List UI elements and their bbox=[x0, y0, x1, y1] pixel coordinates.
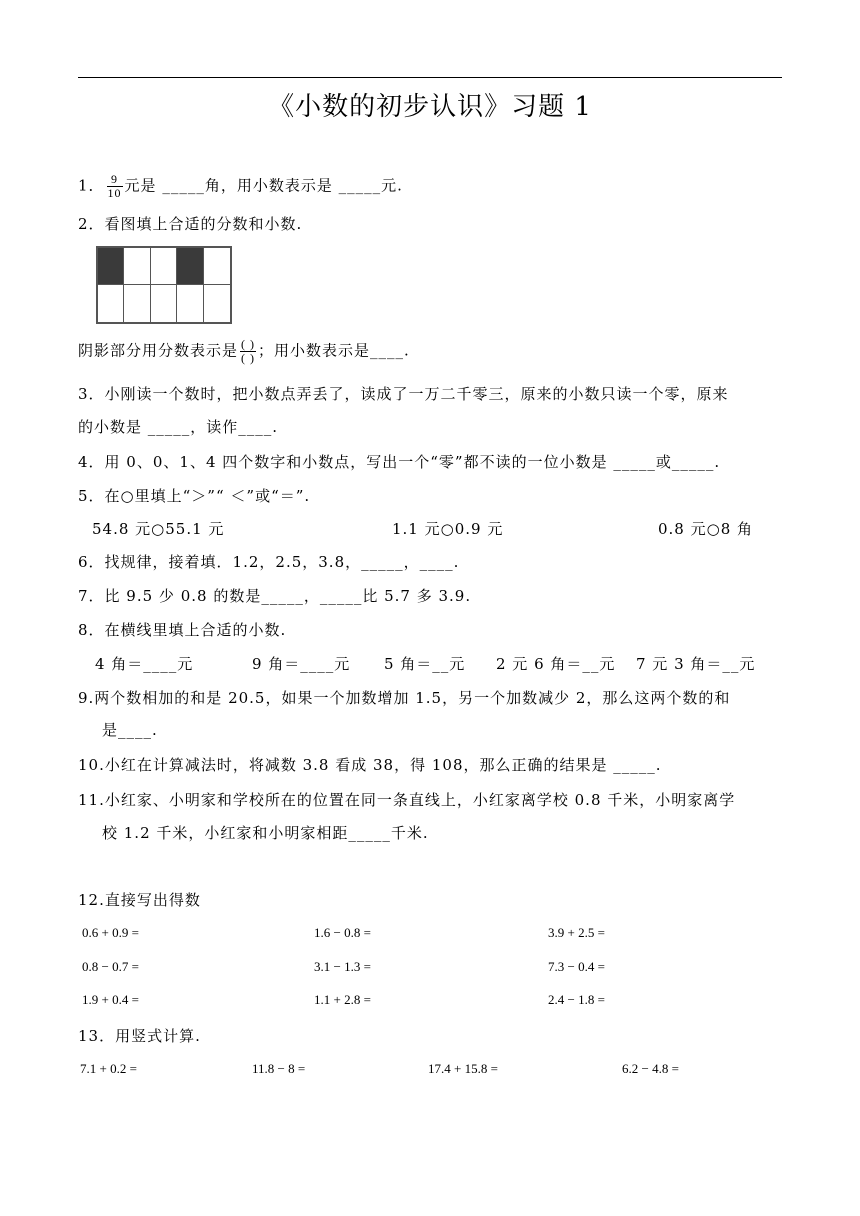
mental-calc-item: 3.1 − 1.3 = bbox=[314, 959, 371, 974]
fraction-numerator: 9 bbox=[107, 173, 123, 187]
question-8-prompt: 8．在横线里填上合适的小数. bbox=[78, 621, 287, 639]
page-title: 《小数的初步认识》习题 1 bbox=[268, 92, 592, 122]
question-9-line-2: 是____. bbox=[102, 721, 158, 739]
question-12-prompt: 12.直接写出得数 bbox=[78, 891, 201, 909]
question-2-answer bbox=[78, 338, 410, 365]
mental-calc-item: 1.9 + 0.4 = bbox=[82, 992, 139, 1007]
compare-item-2: 1.1 元○0.9 元 bbox=[392, 520, 504, 538]
question-3-line-1: 3．小刚读一个数时，把小数点弄丢了，读成了一万二千零三，原来的小数只读一个零，原来 bbox=[78, 385, 729, 403]
grid-cell bbox=[204, 285, 230, 322]
conversion-item-4: 2 元 6 角＝__元 bbox=[496, 655, 616, 673]
question-13-prompt: 13．用竖式计算. bbox=[78, 1027, 201, 1045]
question-5-prompt: 5．在○里填上“＞”“ ＜”或“＝”. bbox=[78, 487, 311, 505]
vertical-calc-item: 6.2 − 4.8 = bbox=[622, 1061, 679, 1076]
blank-denominator: ( ) bbox=[241, 351, 256, 365]
vertical-calc-item: 7.1 + 0.2 = bbox=[80, 1061, 137, 1076]
mental-calc-item: 2.4 − 1.8 = bbox=[548, 992, 605, 1007]
vertical-calc-item: 11.8 − 8 = bbox=[252, 1061, 306, 1076]
question-11-line-2: 校 1.2 千米，小红家和小明家相距_____千米. bbox=[102, 824, 429, 842]
grid-cell bbox=[151, 248, 177, 285]
question-11-line-1: 11.小红家、小明家和学校所在的位置在同一条直线上，小红家离学校 0.8 千米，小明家离学 bbox=[78, 791, 736, 809]
vertical-calc-item: 17.4 + 15.8 = bbox=[428, 1061, 498, 1076]
question-4: 4．用 0、0、1、4 四个数字和小数点，写出一个“零”都不读的一位小数是 _____或_____. bbox=[78, 453, 721, 471]
grid-cell bbox=[151, 285, 177, 322]
question-3-line-2: 的小数是 _____，读作____. bbox=[78, 418, 279, 436]
compare-item-3: 0.8 元○8 角 bbox=[658, 520, 754, 538]
mental-calc-item: 0.6 + 0.9 = bbox=[82, 925, 139, 940]
blank-numerator: ( ) bbox=[241, 337, 256, 351]
fraction-denominator: 10 bbox=[107, 186, 122, 200]
mental-calc-item: 1.6 − 0.8 = bbox=[314, 925, 371, 940]
answer-blank-fraction bbox=[240, 338, 256, 365]
mental-calc-item: 0.8 − 0.7 = bbox=[82, 959, 139, 974]
conversion-item-3: 5 角＝__元 bbox=[384, 655, 466, 673]
question-9-line-1: 9.两个数相加的和是 20.5，如果一个加数增加 1.5，另一个加数减少 2，那么这两个数的和 bbox=[78, 689, 731, 707]
grid-cell bbox=[204, 248, 230, 285]
question-2-answer-suffix: ；用小数表示是____. bbox=[258, 341, 410, 360]
grid-cell bbox=[177, 285, 203, 322]
mental-calc-item: 3.9 + 2.5 = bbox=[548, 925, 605, 940]
shaded-grid-figure bbox=[96, 246, 232, 324]
question-1-text: 元是 _____角，用小数表示是 _____元. bbox=[124, 176, 403, 195]
header-rule bbox=[78, 77, 782, 78]
conversion-item-1: 4 角＝____元 bbox=[95, 655, 194, 673]
fraction-nine-tenths bbox=[107, 173, 123, 200]
conversion-item-2: 9 角＝____元 bbox=[252, 655, 351, 673]
grid-cell-shaded bbox=[98, 248, 124, 285]
question-7: 7．比 9.5 少 0.8 的数是_____，_____比 5.7 多 3.9. bbox=[78, 587, 472, 605]
grid-cell bbox=[124, 285, 150, 322]
grid-cell bbox=[124, 248, 150, 285]
mental-calc-item: 1.1 + 2.8 = bbox=[314, 992, 371, 1007]
grid-cell bbox=[98, 285, 124, 322]
mental-calc-item: 7.3 − 0.4 = bbox=[548, 959, 605, 974]
question-2-answer-prefix: 阴影部分用分数表示是 bbox=[78, 341, 239, 360]
question-1 bbox=[78, 173, 403, 200]
question-10: 10.小红在计算减法时，将减数 3.8 看成 38，得 108，那么正确的结果是 _____. bbox=[78, 756, 662, 774]
question-6: 6．找规律，接着填．1.2，2.5，3.8，_____，____. bbox=[78, 553, 460, 571]
conversion-item-5: 7 元 3 角＝__元 bbox=[636, 655, 756, 673]
grid-cell-shaded bbox=[177, 248, 203, 285]
compare-item-1: 54.8 元○55.1 元 bbox=[92, 520, 225, 538]
question-2-prompt: 2．看图填上合适的分数和小数. bbox=[78, 215, 303, 233]
question-1-number: 1． bbox=[78, 176, 105, 195]
